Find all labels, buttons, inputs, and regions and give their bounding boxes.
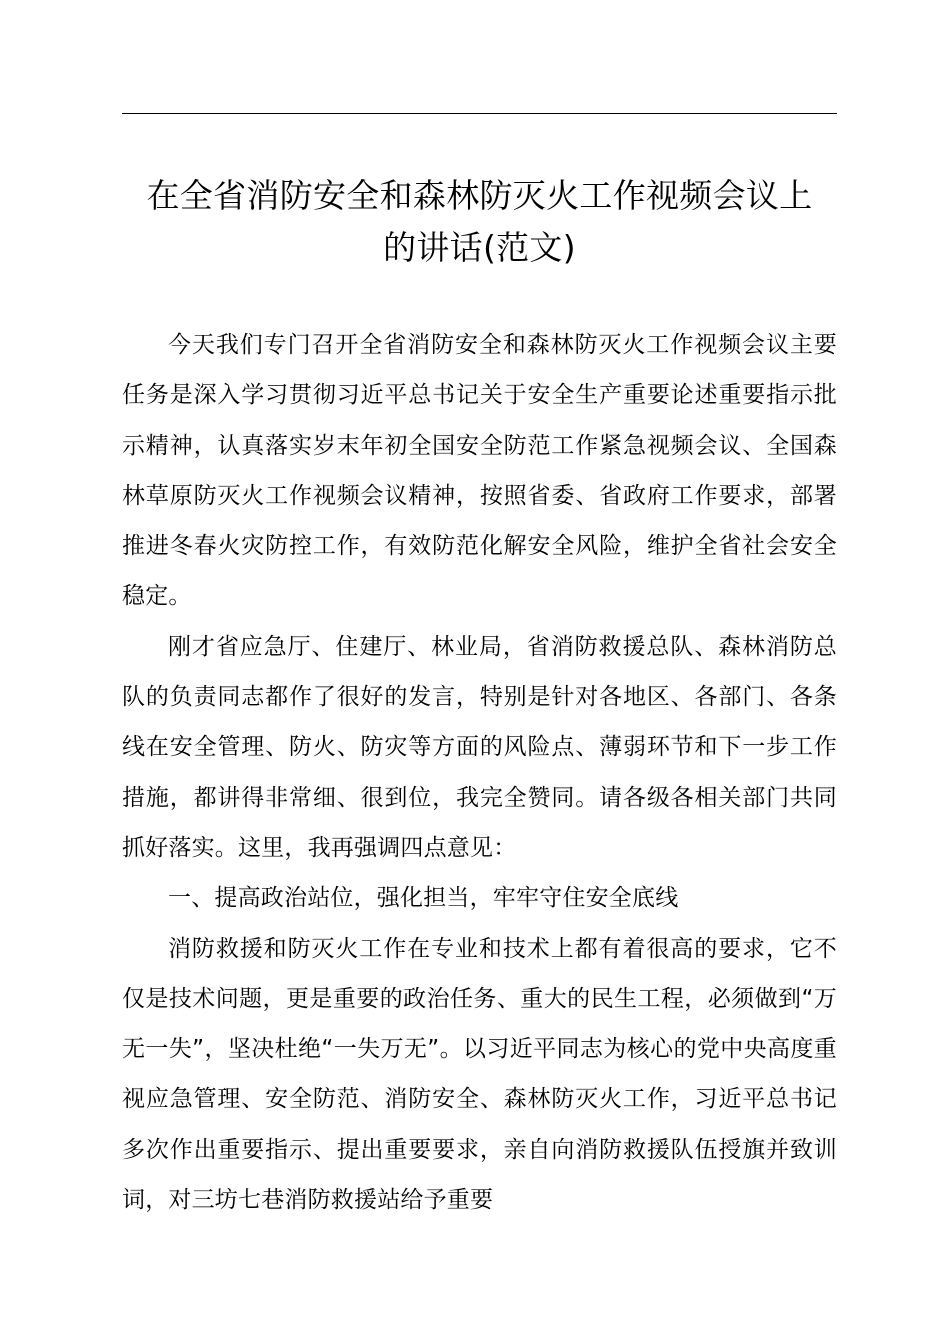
- paragraph-intro: 今天我们专门召开全省消防安全和森林防灭火工作视频会议主要任务是深入学习贯彻习近平总书记关于安全生产重要论述重要指示批示精神，认真落实岁末年初全国安全防范工作紧急视频会议、全国森林草原防灭火工作视频会议精神，按照省委、省政府工作要求，部署推进冬春火灾防控工作，有效防范化解安全风险，维护全省社会安全稳定。: [122, 332, 837, 610]
- title-line-1: 在全省消防安全和森林防灭火工作视频会议上: [146, 176, 813, 215]
- section-heading-1: 一、提高政治站位，强化担当，牢牢守住安全底线: [168, 885, 679, 912]
- document-body: [122, 320, 837, 1225]
- document-title: [112, 170, 847, 274]
- title-line-2: 的讲话(范文): [383, 228, 576, 267]
- paragraph-section-1: 消防救援和防灭火工作在专业和技术上都有着很高的要求，它不仅是技术问题，更是重要的政治任务、重大的民生工程，必须做到“万无一失”，坚决杜绝“一失万无”。以习近平同志为核心的党中央高度重视应急管理、安全防范、消防安全、森林防灭火工作，习近平总书记多次作出重要指示、提出重要要求，亲自向消防救援队伍授旗并致训词，对三坊七巷消防救援站给予重要: [122, 935, 837, 1214]
- paragraph-speeches: 刚才省应急厅、住建厅、林业局，省消防救援总队、森林消防总队的负责同志都作了很好的发言，特别是针对各地区、各部门、各条线在安全管理、防火、防灾等方面的风险点、薄弱环节和下一步工作措施，都讲得非常细、很到位，我完全赞同。请各级各相关部门共同抓好落实。这里，我再强调四点意见：: [122, 633, 837, 861]
- header-rule: [122, 113, 837, 114]
